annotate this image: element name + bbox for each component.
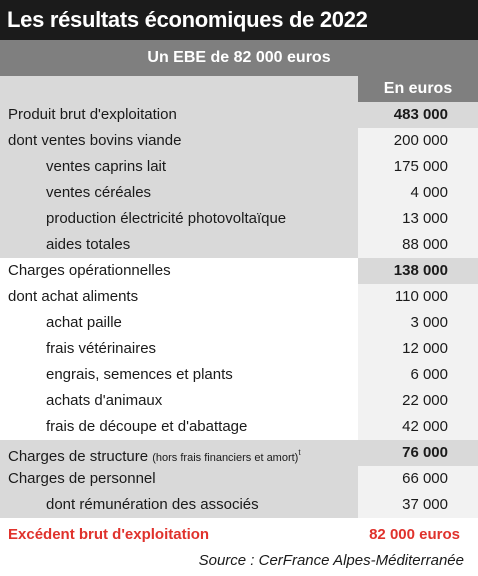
- table-subtitle: Un EBE de 82 000 euros: [0, 40, 478, 76]
- table-row: [0, 154, 478, 180]
- row-label-note: (hors frais financiers et amort): [152, 452, 299, 464]
- table-row: [0, 128, 478, 154]
- row-value: 483 000: [358, 102, 478, 128]
- table-row: [0, 362, 478, 388]
- row-value: 12 000: [358, 336, 478, 362]
- table-header-row: [0, 76, 478, 102]
- row-label: ventes caprins lait: [0, 154, 358, 180]
- row-label: [0, 440, 358, 466]
- result-row: [0, 522, 478, 548]
- table-row: [0, 180, 478, 206]
- row-label: Produit brut d'exploitation: [0, 102, 358, 128]
- row-label-note-sup: t: [298, 448, 301, 457]
- row-value: 110 000: [358, 284, 478, 310]
- row-value: 37 000: [358, 492, 478, 518]
- table-row: [0, 336, 478, 362]
- row-label: engrais, semences et plants: [0, 362, 358, 388]
- source-credit: Source : CerFrance Alpes-Méditerranée: [198, 552, 464, 569]
- row-label: dont rémunération des associés: [0, 492, 358, 518]
- row-value: 13 000: [358, 206, 478, 232]
- table-row: [0, 258, 478, 284]
- table-row: [0, 284, 478, 310]
- results-table: [0, 76, 478, 518]
- page-title: Les résultats économiques de 2022: [0, 0, 478, 40]
- row-value: 175 000: [358, 154, 478, 180]
- header-label-cell: [0, 76, 358, 102]
- result-label: Excédent brut d'exploitation: [8, 526, 210, 543]
- row-value: 4 000: [358, 180, 478, 206]
- table-row: [0, 414, 478, 440]
- row-label-text: Charges de structure: [8, 448, 149, 465]
- row-label: dont achat aliments: [0, 284, 358, 310]
- table-row: [0, 440, 478, 466]
- table-row: [0, 492, 478, 518]
- row-label: ventes céréales: [0, 180, 358, 206]
- row-value: 6 000: [358, 362, 478, 388]
- row-value: 42 000: [358, 414, 478, 440]
- table-row: [0, 206, 478, 232]
- result-value: 82 000 euros: [369, 526, 460, 543]
- row-value: 88 000: [358, 232, 478, 258]
- row-label: dont ventes bovins viande: [0, 128, 358, 154]
- row-label: achat paille: [0, 310, 358, 336]
- row-value: 200 000: [358, 128, 478, 154]
- row-value: 22 000: [358, 388, 478, 414]
- row-label: frais de découpe et d'abattage: [0, 414, 358, 440]
- row-value: 138 000: [358, 258, 478, 284]
- row-value: 3 000: [358, 310, 478, 336]
- table-row: [0, 388, 478, 414]
- row-label: Charges de personnel: [0, 466, 358, 492]
- table-row: [0, 466, 478, 492]
- row-label: frais vétérinaires: [0, 336, 358, 362]
- table-row: [0, 232, 478, 258]
- table-row: [0, 102, 478, 128]
- row-label: production électricité photovoltaïque: [0, 206, 358, 232]
- row-label: Charges opérationnelles: [0, 258, 358, 284]
- row-label: achats d'animaux: [0, 388, 358, 414]
- table-row: [0, 310, 478, 336]
- row-value: 76 000: [358, 440, 478, 466]
- row-value: 66 000: [358, 466, 478, 492]
- row-label: aides totales: [0, 232, 358, 258]
- column-header-en-euros: En euros: [358, 76, 478, 102]
